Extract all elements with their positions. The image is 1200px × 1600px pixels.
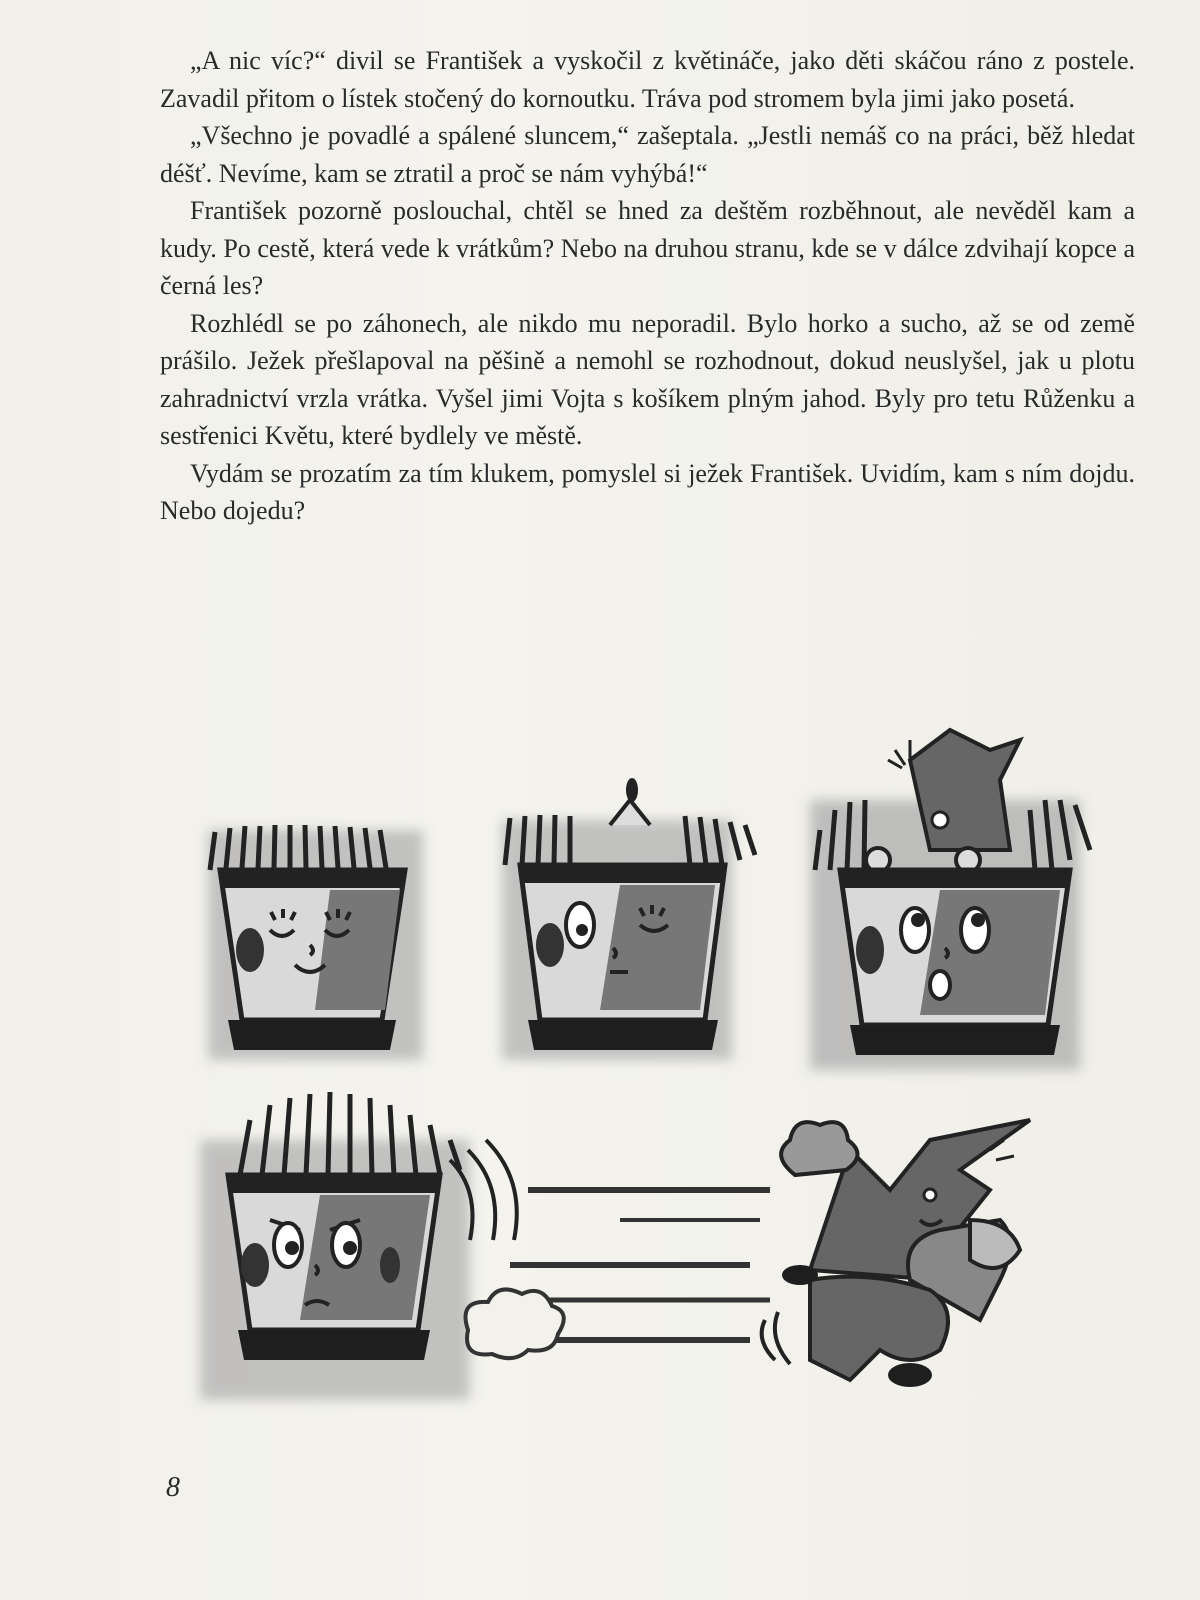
pot-surprised-with-hedgehog [810, 730, 1090, 1070]
paragraph-3: František pozorně poslouchal, chtěl se hned za deštěm rozběhnout, ale nevěděl kam a kudy. Po cestě, která vede k vrátkům? Nebo na druhou stranu, kde se v dálce zdvihají kopce a černá les? [160, 196, 1135, 300]
paragraph-5: Vydám se prozatím za tím klukem, pomyslel si ježek František. Uvidím, kam s ním dojdu. Nebo dojedu? [160, 458, 1135, 525]
pot-waking [502, 778, 755, 1060]
pot-sleeping [208, 825, 423, 1060]
running-hedgehog [762, 1120, 1030, 1387]
flower-pot-illustration [150, 720, 1140, 1420]
pot-frowning [200, 1092, 517, 1400]
speed-lines [466, 1190, 771, 1358]
story-text [160, 42, 1135, 530]
paragraph-2: „Všechno je povadlé a spálené sluncem,“ zašeptala. „Jestli nemáš co na práci, běž hledat déšť. Nevíme, kam se ztratil a proč se nám vyhýbá!“ [160, 121, 1135, 188]
paragraph-4: Rozhlédl se po záhonech, ale nikdo mu neporadil. Bylo horko a sucho, až se od země prášilo. Ježek přešlapoval na pěšině a nemohl se rozhodnout, dokud neuslyšel, jak u plotu zahradnictví vrzla vrátka. Vyšel jimi Vojta s košíkem plným jahod. Byly pro tetu Růženku a sestřenici Květu, které bydlely ve městě. [160, 308, 1135, 450]
page-number: 8 [166, 1472, 180, 1503]
paragraph-1: „A nic víc?“ divil se František a vyskočil z květináče, jako děti skáčou ráno z postele. Zavadil přitom o lístek stočený do kornoutku. Tráva pod stromem byla jimi jako posetá. [160, 46, 1135, 113]
